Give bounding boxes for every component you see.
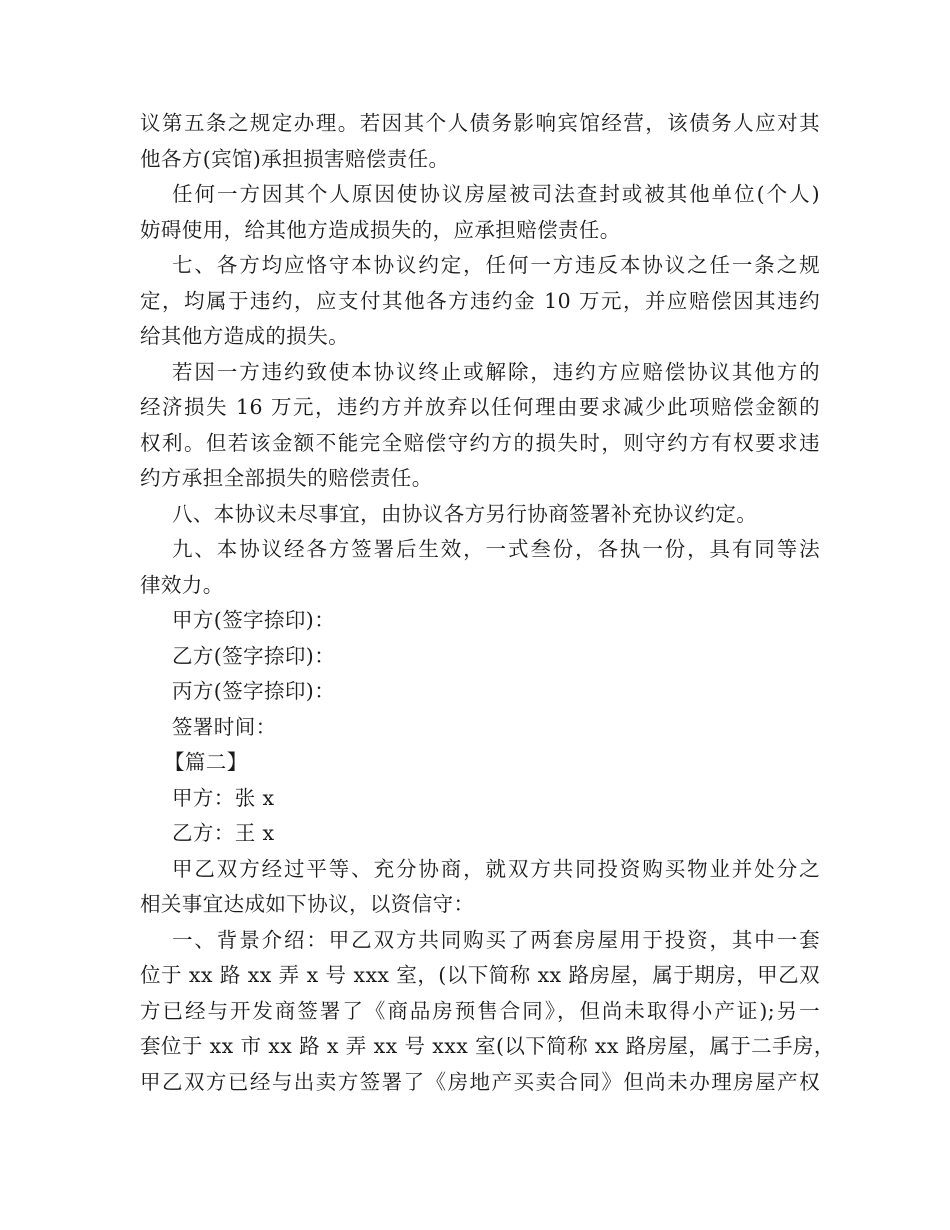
text-line: 定，均属于违约，应支付其他各方违约金 10 万元，并应赔偿因其违约 [140,288,820,313]
paragraph-start-line: 若因一方违约致使本协议终止或解除，违约方应赔偿协议其他方的 [172,359,820,384]
signature-party-b: 乙方(签字捺印)： [172,643,336,668]
party-b: 乙方：王 x [172,821,275,845]
text-line: 约方承担全部损失的赔偿责任。 [140,466,433,490]
document-body [140,106,835,1100]
text-line: 相关事宜达成如下协议，以资信守： [140,892,475,916]
section-heading: 【篇二】 [164,750,248,774]
text-line: 律效力。 [140,572,224,597]
text-line: 经济损失 16 万元，违约方并放弃以任何理由要求减少此项赔偿金额的 [140,395,820,419]
clause-8-line: 八、本协议未尽事宜，由协议各方另行协商签署补充协议约定。 [172,501,758,526]
paragraph-start-line: 任何一方因其个人原因使协议房屋被司法查封或被其他单位(个人) [172,182,820,206]
signature-party-c: 丙方(签字捺印)： [172,679,336,703]
text-line: 他各方(宾馆)承担损害赔偿责任。 [140,146,450,171]
text-line: 位于 xx 路 xx 弄 x 号 xxx 室，(以下简称 xx 路房屋，属于期房，甲乙双 [140,963,820,987]
signature-party-a: 甲方(签字捺印)： [172,608,336,632]
paragraph-start-line: 甲乙双方经过平等、充分协商，就双方共同投资购买物业并处分之 [172,856,820,881]
text-line: 议第五条之规定办理。若因其个人债务影响宾馆经营，该债务人应对其 [140,111,820,135]
clause-1-line: 一、背景介绍：甲乙双方共同购买了两套房屋用于投资，其中一套 [172,927,820,952]
text-line: 妨碍使用，给其他方造成损失的，应承担赔偿责任。 [140,217,621,242]
text-line: 给其他方造成的损失。 [140,324,349,348]
text-line: 套位于 xx 市 xx 路 x 弄 xx 号 xxx 室(以下简称 xx 路房屋，属于二手房， [140,1034,835,1058]
party-a: 甲方：张 x [172,785,275,810]
clause-9-line: 九、本协议经各方签署后生效，一式叁份，各执一份，具有同等法 [172,537,820,561]
text-line: 方已经与开发商签署了《商品房预售合同》，但尚未取得小产证);另一 [140,998,820,1023]
text-line: 权利。但若该金额不能完全赔偿守约方的损失时，则守约方有权要求违 [140,430,820,455]
signing-date: 签署时间： [172,714,277,739]
text-line: 甲乙双方已经与出卖方签署了《房地产买卖合同》但尚未办理房屋产权 [140,1069,820,1094]
clause-7-line: 七、各方均应恪守本协议约定，任何一方违反本协议之任一条之规 [172,253,820,277]
